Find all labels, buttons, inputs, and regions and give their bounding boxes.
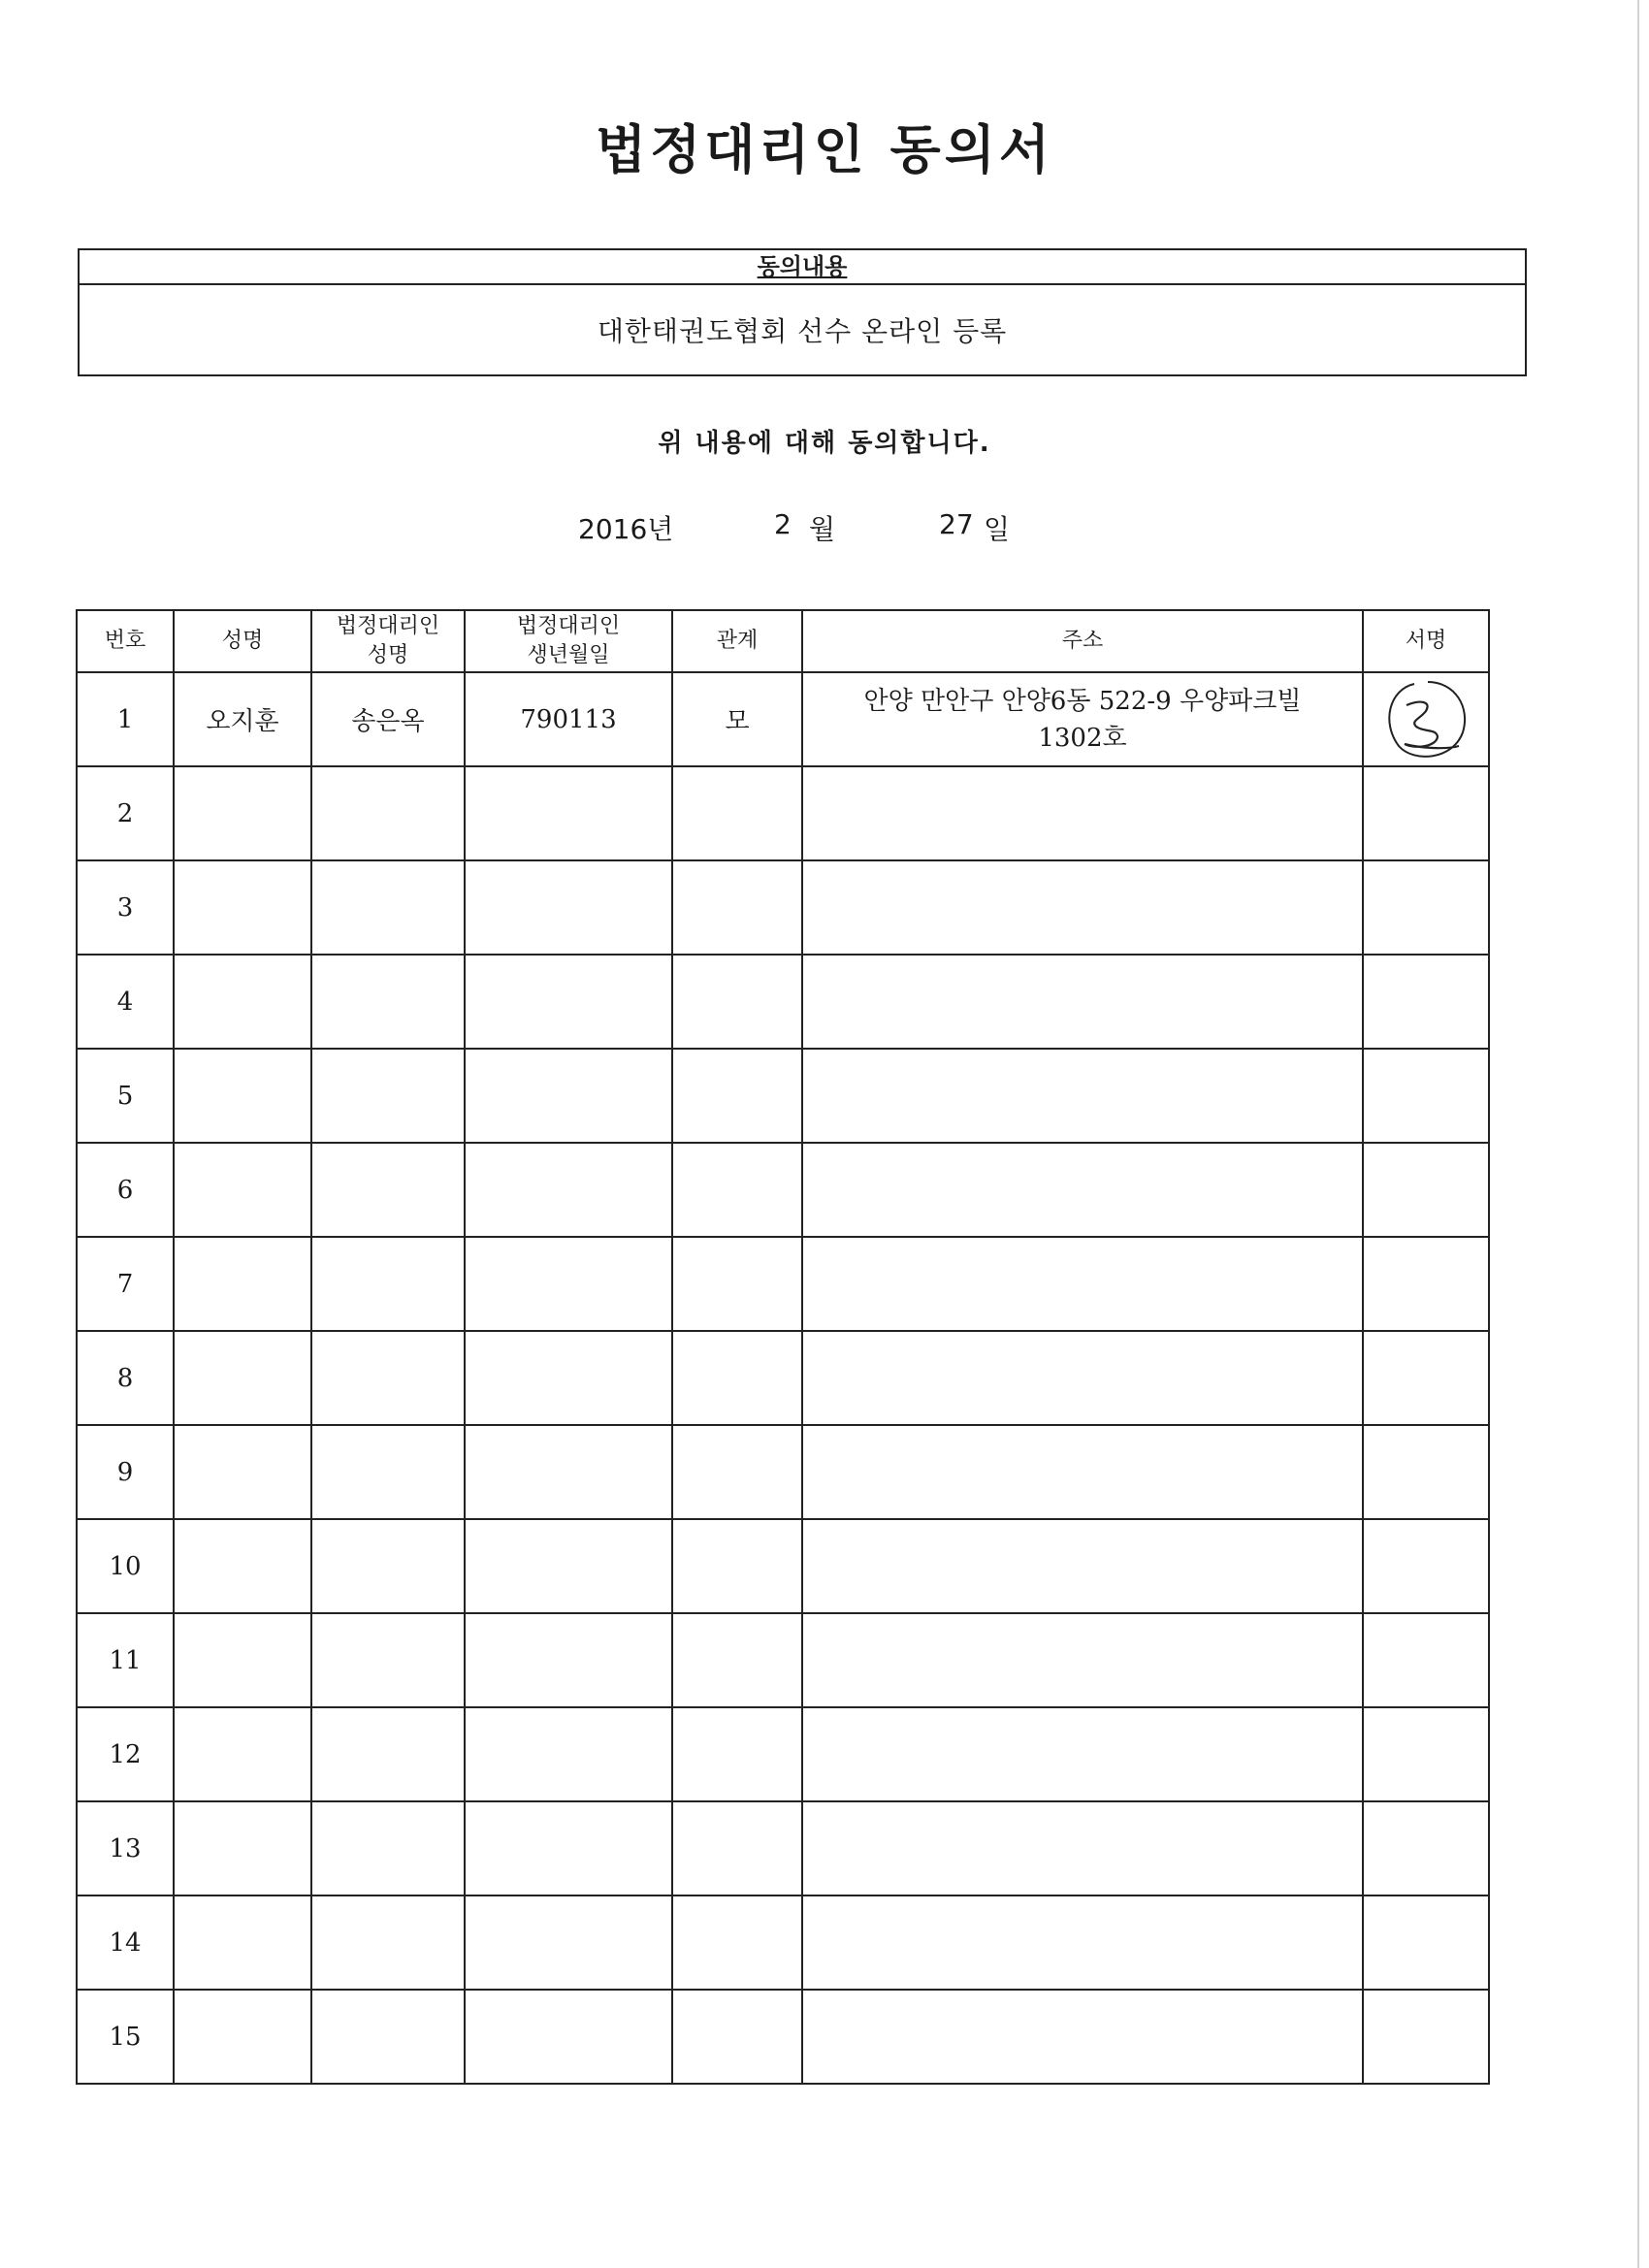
cell-address — [802, 860, 1363, 955]
cell-relation — [672, 860, 802, 955]
cell-guardian-dob — [465, 1895, 672, 1990]
table-row — [77, 1237, 1489, 1331]
agree-statement: 위 내용에 대해 동의합니다. — [658, 429, 991, 458]
cell-name — [174, 1237, 311, 1331]
cell-signature — [1363, 1331, 1489, 1425]
date-year: 2016년 — [578, 513, 674, 545]
header-signature: 서명 — [1363, 610, 1489, 672]
cell-no: 7 — [77, 1237, 174, 1331]
header-guardian-dob-line2: 생년월일 — [527, 643, 610, 667]
cell-name — [174, 1613, 311, 1707]
cell-guardian-name — [311, 1895, 465, 1990]
cell-relation — [672, 766, 802, 860]
registration-table — [76, 609, 1490, 2085]
cell-guardian-dob — [465, 955, 672, 1049]
cell-relation — [672, 1331, 802, 1425]
cell-guardian-name — [311, 1143, 465, 1237]
cell-no: 9 — [77, 1425, 174, 1519]
cell-no: 2 — [77, 766, 174, 860]
header-no: 번호 — [77, 610, 174, 672]
cell-guardian-dob — [465, 860, 672, 955]
cell-relation — [672, 1895, 802, 1990]
cell-signature — [1363, 1613, 1489, 1707]
cell-address — [802, 1613, 1363, 1707]
table-row — [77, 1613, 1489, 1707]
consent-body: 대한태권도협회 선수 온라인 등록 — [597, 315, 1008, 347]
cell-name — [174, 1895, 311, 1990]
cell-address — [802, 1237, 1363, 1331]
cell-guardian-dob — [465, 766, 672, 860]
cell-signature — [1363, 1895, 1489, 1990]
cell-no: 12 — [77, 1707, 174, 1801]
cell-relation — [672, 1519, 802, 1613]
cell-guardian-name — [311, 766, 465, 860]
table-header-row — [77, 610, 1489, 672]
cell-signature — [1363, 1425, 1489, 1519]
table-row — [77, 955, 1489, 1049]
cell-name — [174, 1519, 311, 1613]
header-relation: 관계 — [672, 610, 802, 672]
cell-name — [174, 1425, 311, 1519]
header-guardian-name-line2: 성명 — [367, 643, 409, 667]
cell-guardian-name — [311, 1331, 465, 1425]
table-row — [77, 766, 1489, 860]
cell-signature — [1363, 955, 1489, 1049]
table-row — [77, 1143, 1489, 1237]
table-row — [77, 1425, 1489, 1519]
handwritten-signature — [1377, 676, 1474, 763]
cell-guardian-dob — [465, 1425, 672, 1519]
cell-no: 3 — [77, 860, 174, 955]
cell-guardian-name — [311, 955, 465, 1049]
cell-no: 14 — [77, 1895, 174, 1990]
date-month-value: 2 — [774, 508, 792, 540]
cell-address — [802, 1425, 1363, 1519]
cell-address — [802, 672, 1363, 766]
cell-guardian-name — [311, 1707, 465, 1801]
cell-no: 10 — [77, 1519, 174, 1613]
cell-guardian-dob — [465, 1331, 672, 1425]
date-day-unit: 일 — [984, 513, 1011, 545]
header-guardian-dob — [465, 610, 672, 672]
cell-address — [802, 1143, 1363, 1237]
cell-relation — [672, 1613, 802, 1707]
cell-guardian-name: 송은옥 — [311, 672, 465, 766]
cell-address — [802, 1895, 1363, 1990]
header-guardian-dob-line1: 법정대리인 — [516, 614, 621, 638]
cell-guardian-dob: 790113 — [465, 672, 672, 766]
cell-guardian-dob — [465, 1519, 672, 1613]
cell-no: 6 — [77, 1143, 174, 1237]
cell-guardian-name — [311, 1990, 465, 2084]
cell-guardian-dob — [465, 1049, 672, 1143]
cell-guardian-dob — [465, 1707, 672, 1801]
cell-relation — [672, 1143, 802, 1237]
cell-signature — [1363, 860, 1489, 955]
cell-guardian-name — [311, 1237, 465, 1331]
cell-signature — [1363, 1049, 1489, 1143]
cell-name — [174, 1049, 311, 1143]
cell-address — [802, 1049, 1363, 1143]
cell-name — [174, 766, 311, 860]
consent-header: 동의내용 — [80, 250, 1525, 285]
scan-edge-line — [1637, 0, 1639, 2268]
cell-guardian-dob — [465, 1990, 672, 2084]
table-row — [77, 1519, 1489, 1613]
cell-no: 13 — [77, 1801, 174, 1895]
address-line2: 1302호 — [1038, 723, 1127, 753]
cell-signature — [1363, 672, 1489, 766]
cell-signature — [1363, 1519, 1489, 1613]
cell-guardian-name — [311, 1801, 465, 1895]
cell-no: 8 — [77, 1331, 174, 1425]
table-row — [77, 1990, 1489, 2084]
cell-guardian-dob — [465, 1613, 672, 1707]
cell-name — [174, 1801, 311, 1895]
address-line1: 안양 만안구 안양6동 522-9 우양파크빌 — [863, 686, 1302, 716]
document-title: 법정대리인 동의서 — [595, 119, 1054, 180]
cell-name — [174, 1990, 311, 2084]
header-guardian-name-line1: 법정대리인 — [336, 614, 440, 638]
cell-relation: 모 — [672, 672, 802, 766]
cell-name — [174, 1707, 311, 1801]
table-row — [77, 1801, 1489, 1895]
cell-no: 15 — [77, 1990, 174, 2084]
cell-signature — [1363, 1990, 1489, 2084]
cell-relation — [672, 955, 802, 1049]
cell-signature — [1363, 766, 1489, 860]
cell-no: 4 — [77, 955, 174, 1049]
cell-address — [802, 955, 1363, 1049]
cell-signature — [1363, 1707, 1489, 1801]
cell-guardian-dob — [465, 1237, 672, 1331]
cell-address — [802, 766, 1363, 860]
consent-box — [78, 248, 1527, 376]
cell-name — [174, 1143, 311, 1237]
date-day-value: 27 — [939, 508, 974, 540]
cell-signature — [1363, 1237, 1489, 1331]
cell-signature — [1363, 1801, 1489, 1895]
header-guardian-name — [311, 610, 465, 672]
cell-relation — [672, 1707, 802, 1801]
cell-relation — [672, 1801, 802, 1895]
cell-no: 5 — [77, 1049, 174, 1143]
table-row — [77, 860, 1489, 955]
cell-guardian-name — [311, 1519, 465, 1613]
cell-relation — [672, 1990, 802, 2084]
cell-no: 1 — [77, 672, 174, 766]
cell-address — [802, 1801, 1363, 1895]
date-line — [0, 508, 1649, 547]
cell-address — [802, 1519, 1363, 1613]
cell-name — [174, 955, 311, 1049]
cell-signature — [1363, 1143, 1489, 1237]
date-month-unit: 월 — [809, 513, 836, 545]
cell-no: 11 — [77, 1613, 174, 1707]
cell-guardian-name — [311, 1049, 465, 1143]
cell-address — [802, 1990, 1363, 2084]
table-row — [77, 1049, 1489, 1143]
cell-name — [174, 860, 311, 955]
cell-guardian-name — [311, 860, 465, 955]
cell-name — [174, 1331, 311, 1425]
cell-guardian-dob — [465, 1143, 672, 1237]
cell-guardian-name — [311, 1613, 465, 1707]
header-name: 성명 — [174, 610, 311, 672]
cell-guardian-dob — [465, 1801, 672, 1895]
cell-address — [802, 1707, 1363, 1801]
table-row — [77, 1707, 1489, 1801]
cell-address — [802, 1331, 1363, 1425]
cell-relation — [672, 1425, 802, 1519]
table-row — [77, 672, 1489, 766]
cell-name: 오지훈 — [174, 672, 311, 766]
cell-relation — [672, 1049, 802, 1143]
table-row — [77, 1895, 1489, 1990]
table-row — [77, 1331, 1489, 1425]
header-address: 주소 — [802, 610, 1363, 672]
cell-guardian-name — [311, 1425, 465, 1519]
cell-relation — [672, 1237, 802, 1331]
